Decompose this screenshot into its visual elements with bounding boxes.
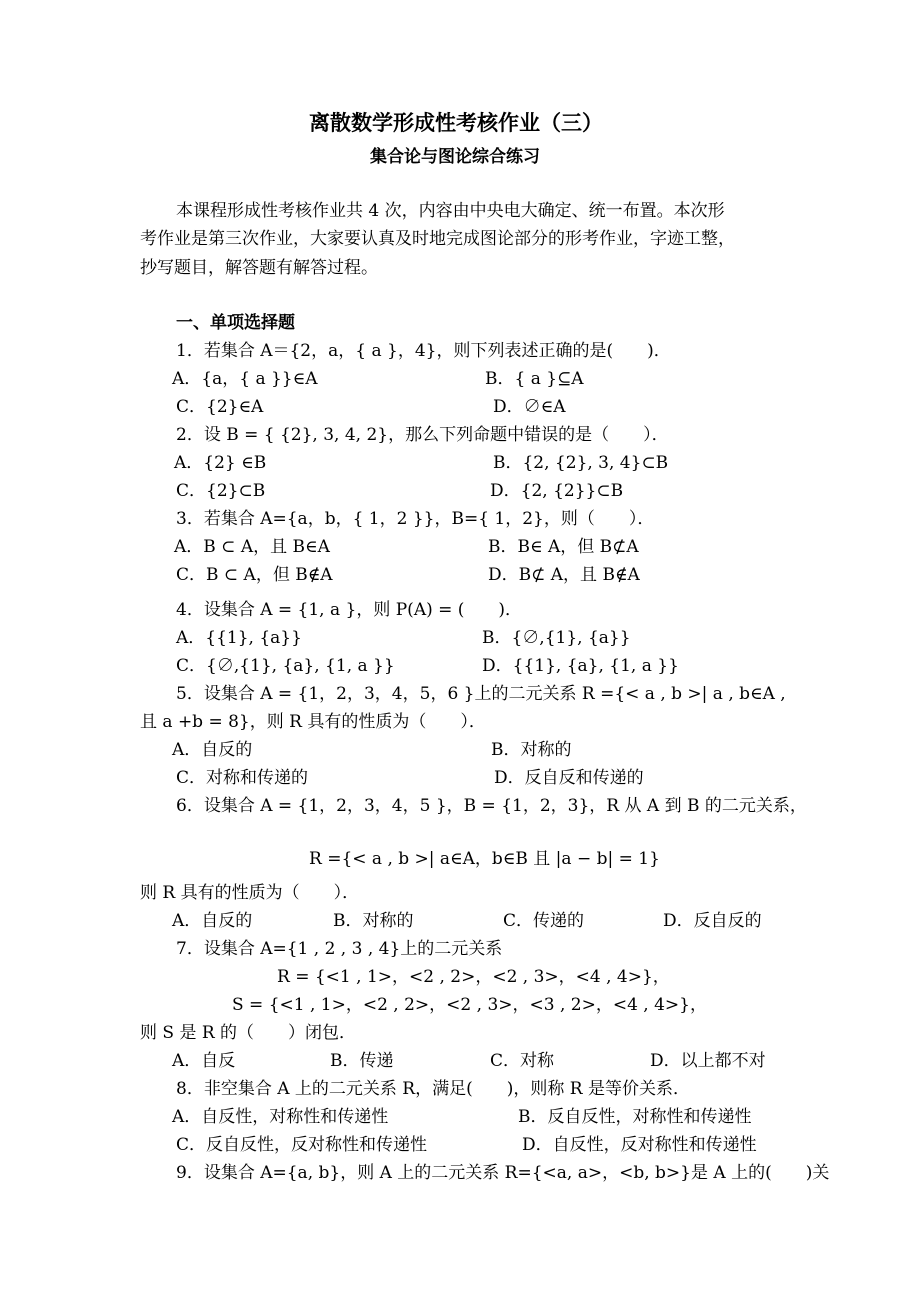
q5-stem-line-2: 且 a +b = 8}，则 R 具有的性质为（ ）． [140,712,486,732]
q6-stem: 6．设集合 A = {1，2，3，4，5 }，B = {1，2，3}，R 从 A 到 B 的二元关系， [176,796,807,816]
q8-option-c: C．反自反性，反对称性和传递性 [176,1135,428,1155]
q1-option-c: C．{2}∈A [176,397,264,417]
q2-option-b: B．{2, {2}, 3, 4}⊂B [493,453,669,473]
q7-relation-r: R = {<1 , 1>，<2 , 2>，<2 , 3>，<4 , 4>}， [277,967,670,987]
q4-stem: 4．设集合 A = {1, a }，则 P(A) = ( )． [176,600,523,620]
q3-option-b: B．B∈ A，但 B⊄A [488,537,639,557]
q5-stem-line-1: 5．设集合 A = {1，2，3，4，5，6 }上的二元关系 R ={< a , b >| a , b∈A , [176,684,786,704]
section-heading: 一、单项选择题 [176,313,295,333]
q2-option-d: D．{2, {2}}⊂B [490,481,624,501]
q7-option-c: C．对称 [490,1051,555,1071]
q4-option-b: B．{∅,{1}, {a}} [482,628,631,648]
q4-option-c: C．{∅,{1}, {a}, {1, a }} [176,656,395,676]
q8-stem: 8．非空集合 A 上的二元关系 R，满足( )，则称 R 是等价关系． [176,1079,690,1099]
q6-formula: R ={< a , b >| a∈A，b∈B 且 |a − b| = 1} [309,849,660,869]
q7-stem-line-2: 则 S 是 R 的（ ）闭包． [140,1023,357,1043]
q2-option-c: C．{2}⊂B [176,481,266,501]
q1-option-d: D．∅∈A [493,397,566,417]
q1-stem: 1．若集合 A＝{2，a，{ a }，4}，则下列表述正确的是( )． [176,341,671,361]
q4-option-d: D．{{1}, {a}, {1, a }} [482,656,679,676]
q6-stem-line-2: 则 R 具有的性质为（ ）． [140,883,360,903]
q7-relation-s: S = {<1 , 1>，<2 , 2>，<2 , 3>，<3 , 2>，<4 , 4>}， [232,995,707,1015]
q5-option-b: B．对称的 [491,740,572,760]
q8-option-a: A．自反性，对称性和传递性 [172,1107,389,1127]
q7-option-d: D．以上都不对 [650,1051,766,1071]
q6-option-a: A．自反的 [172,911,253,931]
q8-option-b: B．反自反性，对称性和传递性 [518,1107,752,1127]
q5-option-a: A．自反的 [172,740,253,760]
q7-option-b: B．传递 [330,1051,394,1071]
q1-option-b: B．{ a }⊆A [485,369,584,389]
q5-option-c: C．对称和传递的 [176,768,309,788]
q6-option-d: D．反自反的 [663,911,762,931]
q7-stem: 7．设集合 A={1 , 2 , 3 , 4}上的二元关系 [176,939,503,959]
intro-line-2: 考作业是第三次作业，大家要认真及时地完成图论部分的形考作业，字迹工整， [140,229,735,249]
page-title: 离散数学形成性考核作业（三） [309,111,603,135]
page-subtitle: 集合论与图论综合练习 [370,147,540,167]
q8-option-d: D．自反性，反对称性和传递性 [522,1135,757,1155]
q3-option-d: D．B⊄ A，且 B∉A [488,565,640,585]
q6-option-c: C．传递的 [503,911,585,931]
intro-line-3: 抄写题目，解答题有解答过程。 [140,258,378,278]
q4-option-a: A．{{1}, {a}} [176,628,302,648]
intro-line-1: 本课程形成性考核作业共 4 次，内容由中央电大确定、统一布置。本次形 [176,201,725,221]
q5-option-d: D．反自反和传递的 [494,768,644,788]
q1-option-a: A．{a，{ a }}∈A [172,369,318,389]
q3-stem: 3．若集合 A={a，b，{ 1，2 }}，B={ 1，2}，则（ ）． [176,509,655,529]
q9-stem: 9．设集合 A={a, b}，则 A 上的二元关系 R={<a, a>，<b, b>}是 A 上的( )关 [176,1163,830,1183]
q7-option-a: A．自反 [172,1051,236,1071]
q2-option-a: A．{2} ∈B [174,453,267,473]
q2-stem: 2．设 B = { {2}, 3, 4, 2}，那么下列命题中错误的是（ ）． [176,425,669,445]
q3-option-c: C．B ⊂ A，但 B∉A [176,565,333,585]
q3-option-a: A．B ⊂ A，且 B∈A [174,537,330,557]
q6-option-b: B．对称的 [333,911,414,931]
